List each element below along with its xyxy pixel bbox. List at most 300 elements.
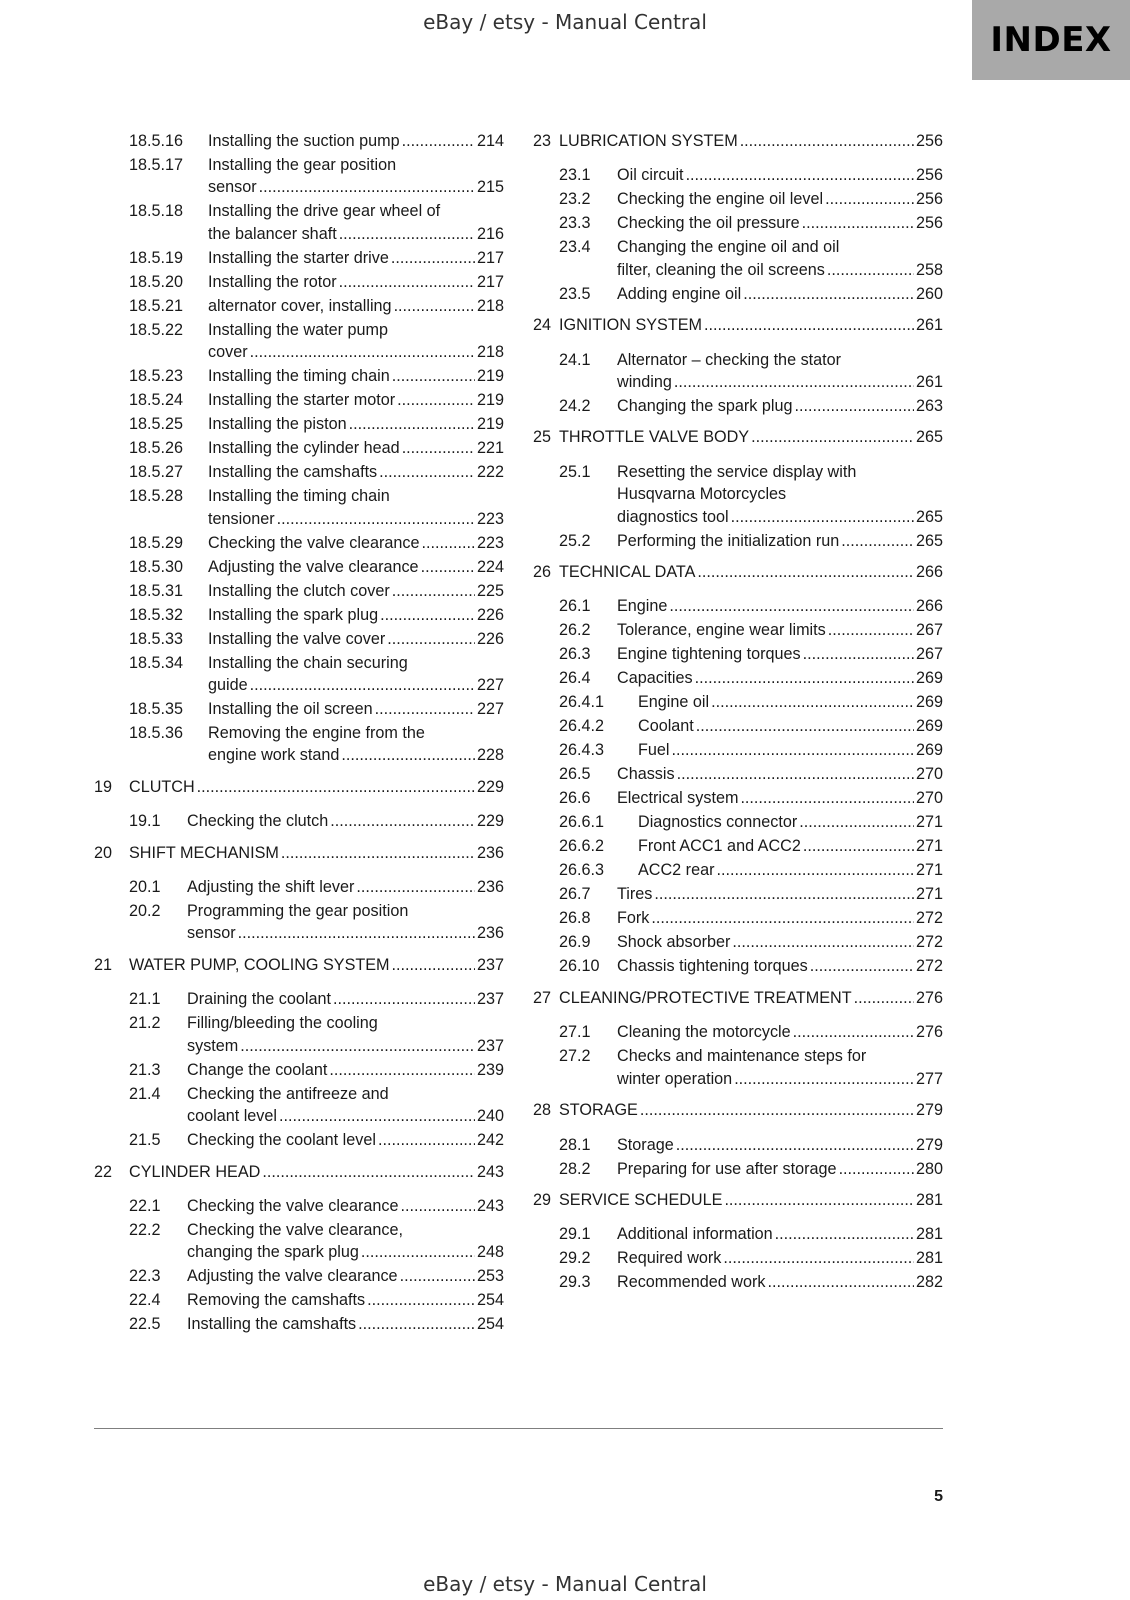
- dot-leader: [827, 259, 914, 281]
- toc-entry-number: 26.3: [559, 645, 591, 664]
- toc-entry-page[interactable]: 229: [476, 812, 504, 831]
- dot-leader: [400, 1195, 475, 1217]
- dot-leader: [825, 188, 914, 210]
- toc-entry-page[interactable]: 236: [476, 878, 504, 897]
- toc-entry-number: 18.5.17: [129, 156, 184, 174]
- toc-entry[interactable]: [533, 811, 943, 833]
- toc-entry-page[interactable]: 263: [915, 397, 943, 416]
- toc-entry[interactable]: [94, 580, 504, 602]
- toc-entry-page[interactable]: 279: [915, 1101, 943, 1120]
- dot-leader: [686, 164, 914, 186]
- toc-entry-number: 23.3: [559, 214, 591, 233]
- toc-entry[interactable]: [533, 1134, 943, 1156]
- toc-entry[interactable]: [94, 437, 504, 459]
- toc-entry-title: CLUTCH: [129, 777, 195, 796]
- toc-entry-page[interactable]: 265: [915, 507, 943, 526]
- toc-entry-number: 20: [94, 843, 113, 862]
- toc-entry-page[interactable]: 219: [476, 415, 504, 434]
- toc-entry-page[interactable]: 237: [476, 990, 504, 1009]
- dot-leader: [724, 1189, 914, 1211]
- dot-leader: [740, 787, 914, 809]
- toc-entry-number: 18.5.18: [129, 202, 184, 221]
- toc-entry-page[interactable]: 229: [476, 777, 504, 796]
- toc-entry[interactable]: [533, 595, 943, 617]
- toc-entry[interactable]: [94, 200, 504, 245]
- toc-entry-number: 29: [533, 1190, 552, 1209]
- toc-entry-page[interactable]: 276: [915, 1023, 943, 1042]
- toc-entry-title: Required work: [617, 1249, 722, 1268]
- toc-entry[interactable]: [94, 1161, 504, 1183]
- dot-leader: [828, 619, 914, 641]
- toc-column-right: [533, 130, 943, 1295]
- toc-entry[interactable]: [94, 461, 504, 483]
- toc-entry-number: 21: [94, 955, 113, 974]
- toc-entry-title: LUBRICATION SYSTEM: [559, 132, 738, 150]
- toc-entry[interactable]: [533, 715, 943, 737]
- toc-entry-number: 22: [94, 1162, 113, 1181]
- toc-entry[interactable]: [94, 900, 504, 945]
- toc-entry-page[interactable]: 267: [915, 645, 943, 664]
- toc-entry-page[interactable]: 236: [476, 843, 504, 862]
- toc-entry-title: Fuel: [638, 741, 670, 760]
- toc-entry-page[interactable]: 254: [476, 1291, 504, 1310]
- toc-entry[interactable]: [533, 763, 943, 785]
- dot-leader: [803, 643, 914, 665]
- toc-entry[interactable]: [94, 652, 504, 697]
- toc-entry-title: Installing the valve cover: [208, 629, 386, 648]
- dot-leader: [259, 176, 475, 198]
- dot-leader: [392, 954, 475, 976]
- toc-entry-page[interactable]: 217: [476, 248, 504, 267]
- toc-entry-page[interactable]: 243: [476, 1196, 504, 1215]
- toc-entry-title: sensor: [187, 924, 236, 943]
- toc-entry-page[interactable]: 221: [476, 439, 504, 458]
- toc-entry-title: SERVICE SCHEDULE: [559, 1190, 723, 1209]
- dot-leader: [674, 371, 914, 393]
- toc-entry-number: 18.5.30: [129, 557, 184, 576]
- toc-entry[interactable]: [94, 1219, 504, 1264]
- toc-entry-title: Checking the antifreeze and: [187, 1084, 389, 1103]
- toc-entry-title: Checking the oil pressure: [617, 214, 800, 233]
- toc-entry-title: Checking the valve clearance,: [187, 1220, 403, 1239]
- toc-entry-number: 27: [533, 988, 552, 1007]
- toc-entry-number: 26.9: [559, 933, 591, 952]
- dot-leader: [734, 1068, 914, 1090]
- toc-entry-page[interactable]: 239: [476, 1060, 504, 1079]
- toc-entry-page[interactable]: 271: [915, 813, 943, 832]
- toc-entry-title: sensor: [208, 178, 257, 197]
- toc-entry-page[interactable]: 218: [476, 296, 504, 315]
- dot-leader: [743, 283, 914, 305]
- toc-entry[interactable]: [533, 987, 943, 1009]
- toc-entry[interactable]: [533, 883, 943, 905]
- toc-entry-number: 24.1: [559, 350, 591, 369]
- toc-entry[interactable]: [533, 561, 943, 583]
- toc-entry-title: Cleaning the motorcycle: [617, 1023, 791, 1042]
- toc-entry-number: 26.4.2: [559, 717, 605, 736]
- dot-leader: [810, 955, 914, 977]
- toc-entry[interactable]: [533, 1189, 943, 1211]
- toc-entry-page[interactable]: 272: [915, 909, 943, 928]
- toc-entry-page[interactable]: 216: [476, 224, 504, 243]
- toc-entry-number: 26.4: [559, 669, 591, 688]
- dot-leader: [197, 776, 475, 798]
- toc-entry-page[interactable]: 254: [476, 1315, 504, 1334]
- toc-entry-page[interactable]: 270: [915, 789, 943, 808]
- toc-entry-number: 28.2: [559, 1159, 591, 1178]
- dot-leader: [669, 595, 914, 617]
- toc-entry[interactable]: [533, 349, 943, 394]
- toc-entry-title: tensioner: [208, 509, 275, 528]
- toc-entry[interactable]: [94, 1265, 504, 1287]
- toc-entry[interactable]: [533, 426, 943, 448]
- toc-entry-title: Chassis tightening torques: [617, 957, 808, 976]
- toc-entry-page[interactable]: 267: [915, 621, 943, 640]
- toc-entry[interactable]: [94, 532, 504, 554]
- toc-entry-number: 26.2: [559, 621, 591, 640]
- toc-entry-page[interactable]: 266: [915, 597, 943, 616]
- toc-entry[interactable]: [94, 247, 504, 269]
- dot-leader: [392, 580, 475, 602]
- toc-entry[interactable]: [533, 212, 943, 234]
- toc-entry-page[interactable]: 271: [915, 837, 943, 856]
- dot-leader: [651, 907, 914, 929]
- toc-entry[interactable]: [533, 130, 943, 152]
- toc-entry-page[interactable]: 256: [915, 214, 943, 233]
- toc-entry-title: Diagnostics connector: [638, 813, 798, 832]
- toc-entry-page[interactable]: 227: [476, 676, 504, 695]
- toc-entry-page[interactable]: 227: [476, 700, 504, 719]
- toc-entry-title: Installing the rotor: [208, 272, 337, 291]
- toc-entry-number: 22.1: [129, 1196, 161, 1215]
- toc-entry-number: 26.4.3: [559, 741, 605, 760]
- toc-entry-page[interactable]: 280: [915, 1159, 943, 1178]
- toc-entry-page[interactable]: 226: [476, 629, 504, 648]
- toc-entry-page[interactable]: 272: [915, 957, 943, 976]
- toc-entry-page[interactable]: 219: [476, 391, 504, 410]
- toc-entry[interactable]: [94, 295, 504, 317]
- toc-entry-title: Storage: [617, 1135, 674, 1154]
- toc-entry[interactable]: [533, 955, 943, 977]
- toc-entry[interactable]: [94, 1195, 504, 1217]
- toc-entry[interactable]: [533, 907, 943, 929]
- toc-entry[interactable]: [94, 389, 504, 411]
- toc-entry-number: 26: [533, 563, 552, 582]
- toc-entry-page[interactable]: 281: [915, 1190, 943, 1209]
- toc-entry-number: 23.2: [559, 190, 591, 209]
- toc-entry-title: alternator cover, installing: [208, 296, 392, 315]
- toc-entry-title: Tolerance, engine wear limits: [617, 621, 826, 640]
- dot-leader: [250, 341, 475, 363]
- toc-entry-page[interactable]: 281: [915, 1249, 943, 1268]
- toc-entry-page[interactable]: 269: [915, 693, 943, 712]
- toc-entry-number: 26.6.2: [559, 837, 605, 856]
- toc-entry-title: ACC2 rear: [638, 861, 715, 880]
- dot-leader: [397, 389, 475, 411]
- toc-entry-title: Capacities: [617, 669, 693, 688]
- toc-entry-page[interactable]: 265: [915, 428, 943, 447]
- toc-entry-page[interactable]: 261: [915, 316, 943, 335]
- toc-entry-number: 27.2: [559, 1047, 591, 1066]
- toc-entry-page[interactable]: 270: [915, 765, 943, 784]
- dot-leader: [391, 247, 475, 269]
- toc-entry[interactable]: [94, 810, 504, 832]
- dot-leader: [279, 1105, 475, 1127]
- toc-entry-title: changing the spark plug: [187, 1243, 359, 1262]
- toc-entry[interactable]: [94, 604, 504, 626]
- toc-entry-title: Removing the engine from the: [208, 724, 425, 743]
- toc-entry[interactable]: [94, 776, 504, 798]
- toc-entry[interactable]: [533, 1223, 943, 1245]
- toc-entry[interactable]: [94, 722, 504, 767]
- toc-entry[interactable]: [94, 876, 504, 898]
- toc-entry-title: Changing the spark plug: [617, 397, 793, 416]
- toc-entry[interactable]: [533, 739, 943, 761]
- toc-entry[interactable]: [94, 1059, 504, 1081]
- toc-entry[interactable]: [533, 1099, 943, 1121]
- dot-leader: [380, 604, 475, 626]
- toc-entry-title: Adjusting the valve clearance: [208, 557, 419, 576]
- toc-entry-page[interactable]: 225: [476, 581, 504, 600]
- toc-entry-title: Installing the cylinder head: [208, 439, 400, 458]
- toc-entry[interactable]: [94, 1313, 504, 1335]
- dot-leader: [767, 1271, 914, 1293]
- toc-entry-title: engine work stand: [208, 746, 340, 765]
- toc-entry[interactable]: [533, 619, 943, 641]
- toc-entry[interactable]: [94, 1289, 504, 1311]
- toc-entry-number: 18.5.27: [129, 463, 184, 482]
- toc-entry[interactable]: [533, 1045, 943, 1090]
- toc-entry-page[interactable]: 215: [476, 178, 504, 197]
- toc-entry[interactable]: [94, 485, 504, 530]
- toc-entry-page[interactable]: 265: [915, 531, 943, 550]
- toc-entry-number: 26.8: [559, 909, 591, 928]
- toc-entry-page[interactable]: 214: [476, 132, 504, 150]
- toc-entry-number: 26.6: [559, 789, 591, 808]
- toc-entry-page[interactable]: 269: [915, 669, 943, 688]
- dot-leader: [740, 130, 914, 152]
- watermark-top: eBay / etsy - Manual Central: [423, 10, 707, 34]
- toc-entry[interactable]: [94, 365, 504, 387]
- toc-entry[interactable]: [533, 1247, 943, 1269]
- toc-entry-page[interactable]: 242: [476, 1131, 504, 1150]
- toc-entry-title: Chassis: [617, 765, 675, 784]
- toc-entry-page[interactable]: 258: [915, 260, 943, 279]
- dot-leader: [676, 1134, 914, 1156]
- footer-divider: [94, 1428, 943, 1429]
- toc-entry-title: Oil circuit: [617, 166, 684, 185]
- toc-entry-title: THROTTLE VALVE BODY: [559, 428, 750, 447]
- toc-entry-number: 23.1: [559, 166, 591, 185]
- toc-entry[interactable]: [533, 691, 943, 713]
- toc-entry[interactable]: [533, 461, 943, 528]
- toc-entry-title: Checking the clutch: [187, 812, 329, 831]
- toc-entry-number: 22.5: [129, 1315, 161, 1334]
- toc-entry-title: Alternator – checking the stator: [617, 350, 842, 369]
- toc-entry-page[interactable]: 256: [915, 166, 943, 185]
- toc-entry[interactable]: [94, 154, 504, 199]
- toc-entry-page[interactable]: 269: [915, 741, 943, 760]
- toc-entry[interactable]: [94, 319, 504, 364]
- dot-leader: [250, 674, 475, 696]
- toc-entry[interactable]: [533, 1021, 943, 1043]
- toc-entry-page[interactable]: 240: [476, 1107, 504, 1126]
- dot-leader: [356, 876, 475, 898]
- toc-entry-page[interactable]: 256: [915, 190, 943, 209]
- toc-entry-page[interactable]: 218: [476, 343, 504, 362]
- dot-leader: [339, 223, 475, 245]
- dot-leader: [358, 1313, 475, 1335]
- dot-leader: [238, 922, 475, 944]
- toc-entry[interactable]: [94, 413, 504, 435]
- toc-entry[interactable]: [94, 130, 504, 152]
- toc-entry-page[interactable]: 277: [915, 1069, 943, 1088]
- toc-entry[interactable]: [94, 698, 504, 720]
- toc-entry[interactable]: [533, 1158, 943, 1180]
- toc-entry-page[interactable]: 256: [915, 132, 943, 150]
- toc-entry[interactable]: [533, 188, 943, 210]
- dot-leader: [723, 1247, 914, 1269]
- toc-entry-title: Installing the camshafts: [187, 1315, 357, 1334]
- toc-entry[interactable]: [533, 835, 943, 857]
- dot-leader: [341, 744, 475, 766]
- toc-entry-number: 26.10: [559, 957, 600, 976]
- toc-entry-page[interactable]: 281: [915, 1225, 943, 1244]
- toc-entry[interactable]: [94, 988, 504, 1010]
- toc-entry-page[interactable]: 217: [476, 272, 504, 291]
- toc-entry[interactable]: [94, 628, 504, 650]
- toc-entry[interactable]: [533, 667, 943, 689]
- dot-leader: [802, 212, 914, 234]
- toc-column-left: [94, 130, 504, 1337]
- page-number: 5: [934, 1488, 943, 1505]
- dot-leader: [854, 987, 914, 1009]
- dot-leader: [731, 506, 914, 528]
- toc-entry-page[interactable]: 223: [476, 509, 504, 528]
- toc-entry-title: Installing the suction pump: [208, 132, 400, 150]
- dot-leader: [367, 1289, 475, 1311]
- toc-entry-title: CLEANING/PROTECTIVE TREATMENT: [559, 988, 852, 1007]
- toc-entry-number: 18.5.32: [129, 605, 184, 624]
- dot-leader: [329, 1059, 475, 1081]
- toc-entry[interactable]: [533, 931, 943, 953]
- toc-entry-number: 23.4: [559, 238, 591, 257]
- toc-entry-page[interactable]: 224: [476, 557, 504, 576]
- toc-entry-title: Electrical system: [617, 789, 739, 808]
- toc-entry-number: 28.1: [559, 1135, 591, 1154]
- toc-entry-number: 18.5.20: [129, 272, 184, 291]
- toc-entry-page[interactable]: 279: [915, 1135, 943, 1154]
- toc-entry-number: 24: [533, 316, 552, 335]
- dot-leader: [654, 883, 914, 905]
- toc-entry-page[interactable]: 269: [915, 717, 943, 736]
- toc-entry[interactable]: [533, 164, 943, 186]
- toc-entry[interactable]: [533, 787, 943, 809]
- toc-entry[interactable]: [94, 1129, 504, 1151]
- toc-entry-number: 18.5.23: [129, 367, 184, 386]
- toc-entry-title: Programming the gear position: [187, 902, 409, 921]
- toc-entry[interactable]: [94, 271, 504, 293]
- toc-entry[interactable]: [533, 314, 943, 336]
- dot-leader: [793, 1021, 914, 1043]
- toc-entry-page[interactable]: 253: [476, 1267, 504, 1286]
- toc-entry-title: Checking the engine oil level: [617, 190, 824, 209]
- toc-entry-number: 18.5.25: [129, 415, 184, 434]
- toc-entry[interactable]: [94, 556, 504, 578]
- toc-entry-page[interactable]: 248: [476, 1243, 504, 1262]
- toc-entry[interactable]: [533, 395, 943, 417]
- toc-entry-page[interactable]: 237: [476, 955, 504, 974]
- toc-entry-title: Installing the timing chain: [208, 487, 390, 506]
- toc-entry-title: Shock absorber: [617, 933, 731, 952]
- toc-entry-title: winding: [617, 373, 672, 392]
- toc-entry-title: the balancer shaft: [208, 224, 337, 243]
- dot-leader: [330, 810, 475, 832]
- toc-entry-number: 21.1: [129, 990, 161, 1009]
- toc-entry-title: Draining the coolant: [187, 990, 331, 1009]
- toc-entry-page[interactable]: 219: [476, 367, 504, 386]
- dot-leader: [421, 556, 475, 578]
- toc-entry-page[interactable]: 228: [476, 746, 504, 765]
- toc-entry-number: 23: [533, 132, 552, 150]
- toc-entry-title: Engine tightening torques: [617, 645, 801, 664]
- toc-entry[interactable]: [533, 1271, 943, 1293]
- dot-leader: [839, 1158, 914, 1180]
- toc-entry-number: 25: [533, 428, 552, 447]
- toc-entry-page[interactable]: 226: [476, 605, 504, 624]
- toc-entry-number: 19: [94, 777, 113, 796]
- toc-entry-page[interactable]: 243: [476, 1162, 504, 1181]
- toc-entry[interactable]: [533, 643, 943, 665]
- toc-entry-title: STORAGE: [559, 1101, 638, 1120]
- toc-entry-number: 26.6.3: [559, 861, 605, 880]
- toc-entry[interactable]: [94, 954, 504, 976]
- toc-entry[interactable]: [94, 842, 504, 864]
- toc-entry-page[interactable]: 282: [915, 1273, 943, 1292]
- toc-entry[interactable]: [94, 1012, 504, 1057]
- toc-entry-page[interactable]: 276: [915, 988, 943, 1007]
- toc-entry-title: Tires: [617, 885, 653, 904]
- toc-entry[interactable]: [533, 236, 943, 281]
- toc-entry-page[interactable]: 260: [915, 284, 943, 303]
- toc-entry-title: Filling/bleeding the cooling: [187, 1014, 378, 1033]
- toc-entry-page[interactable]: 223: [476, 533, 504, 552]
- toc-entry-page[interactable]: 222: [476, 463, 504, 482]
- dot-leader: [339, 271, 475, 293]
- toc-entry-number: 18.5.28: [129, 487, 184, 506]
- dot-leader: [640, 1099, 914, 1121]
- toc-entry-page[interactable]: 261: [915, 373, 943, 392]
- toc-entry[interactable]: [533, 283, 943, 305]
- toc-entry-page[interactable]: 271: [915, 861, 943, 880]
- toc-entry[interactable]: [533, 530, 943, 552]
- dot-leader: [695, 667, 914, 689]
- toc-entry-number: 22.3: [129, 1267, 161, 1286]
- toc-entry-number: 29.1: [559, 1225, 591, 1244]
- toc-entry-page[interactable]: 266: [915, 563, 943, 582]
- toc-entry-page[interactable]: 271: [915, 885, 943, 904]
- toc-entry-page[interactable]: 272: [915, 933, 943, 952]
- toc-entry-page[interactable]: 236: [476, 924, 504, 943]
- toc-entry[interactable]: [533, 859, 943, 881]
- toc-entry-page[interactable]: 237: [476, 1036, 504, 1055]
- index-tab[interactable]: INDEX: [972, 0, 1130, 80]
- toc-entry[interactable]: [94, 1083, 504, 1128]
- toc-entry-number: 26.5: [559, 765, 591, 784]
- toc-entry-title: WATER PUMP, COOLING SYSTEM: [129, 955, 390, 974]
- toc-entry-number: 25.2: [559, 531, 591, 550]
- toc-entry-title: Checking the valve clearance: [187, 1196, 399, 1215]
